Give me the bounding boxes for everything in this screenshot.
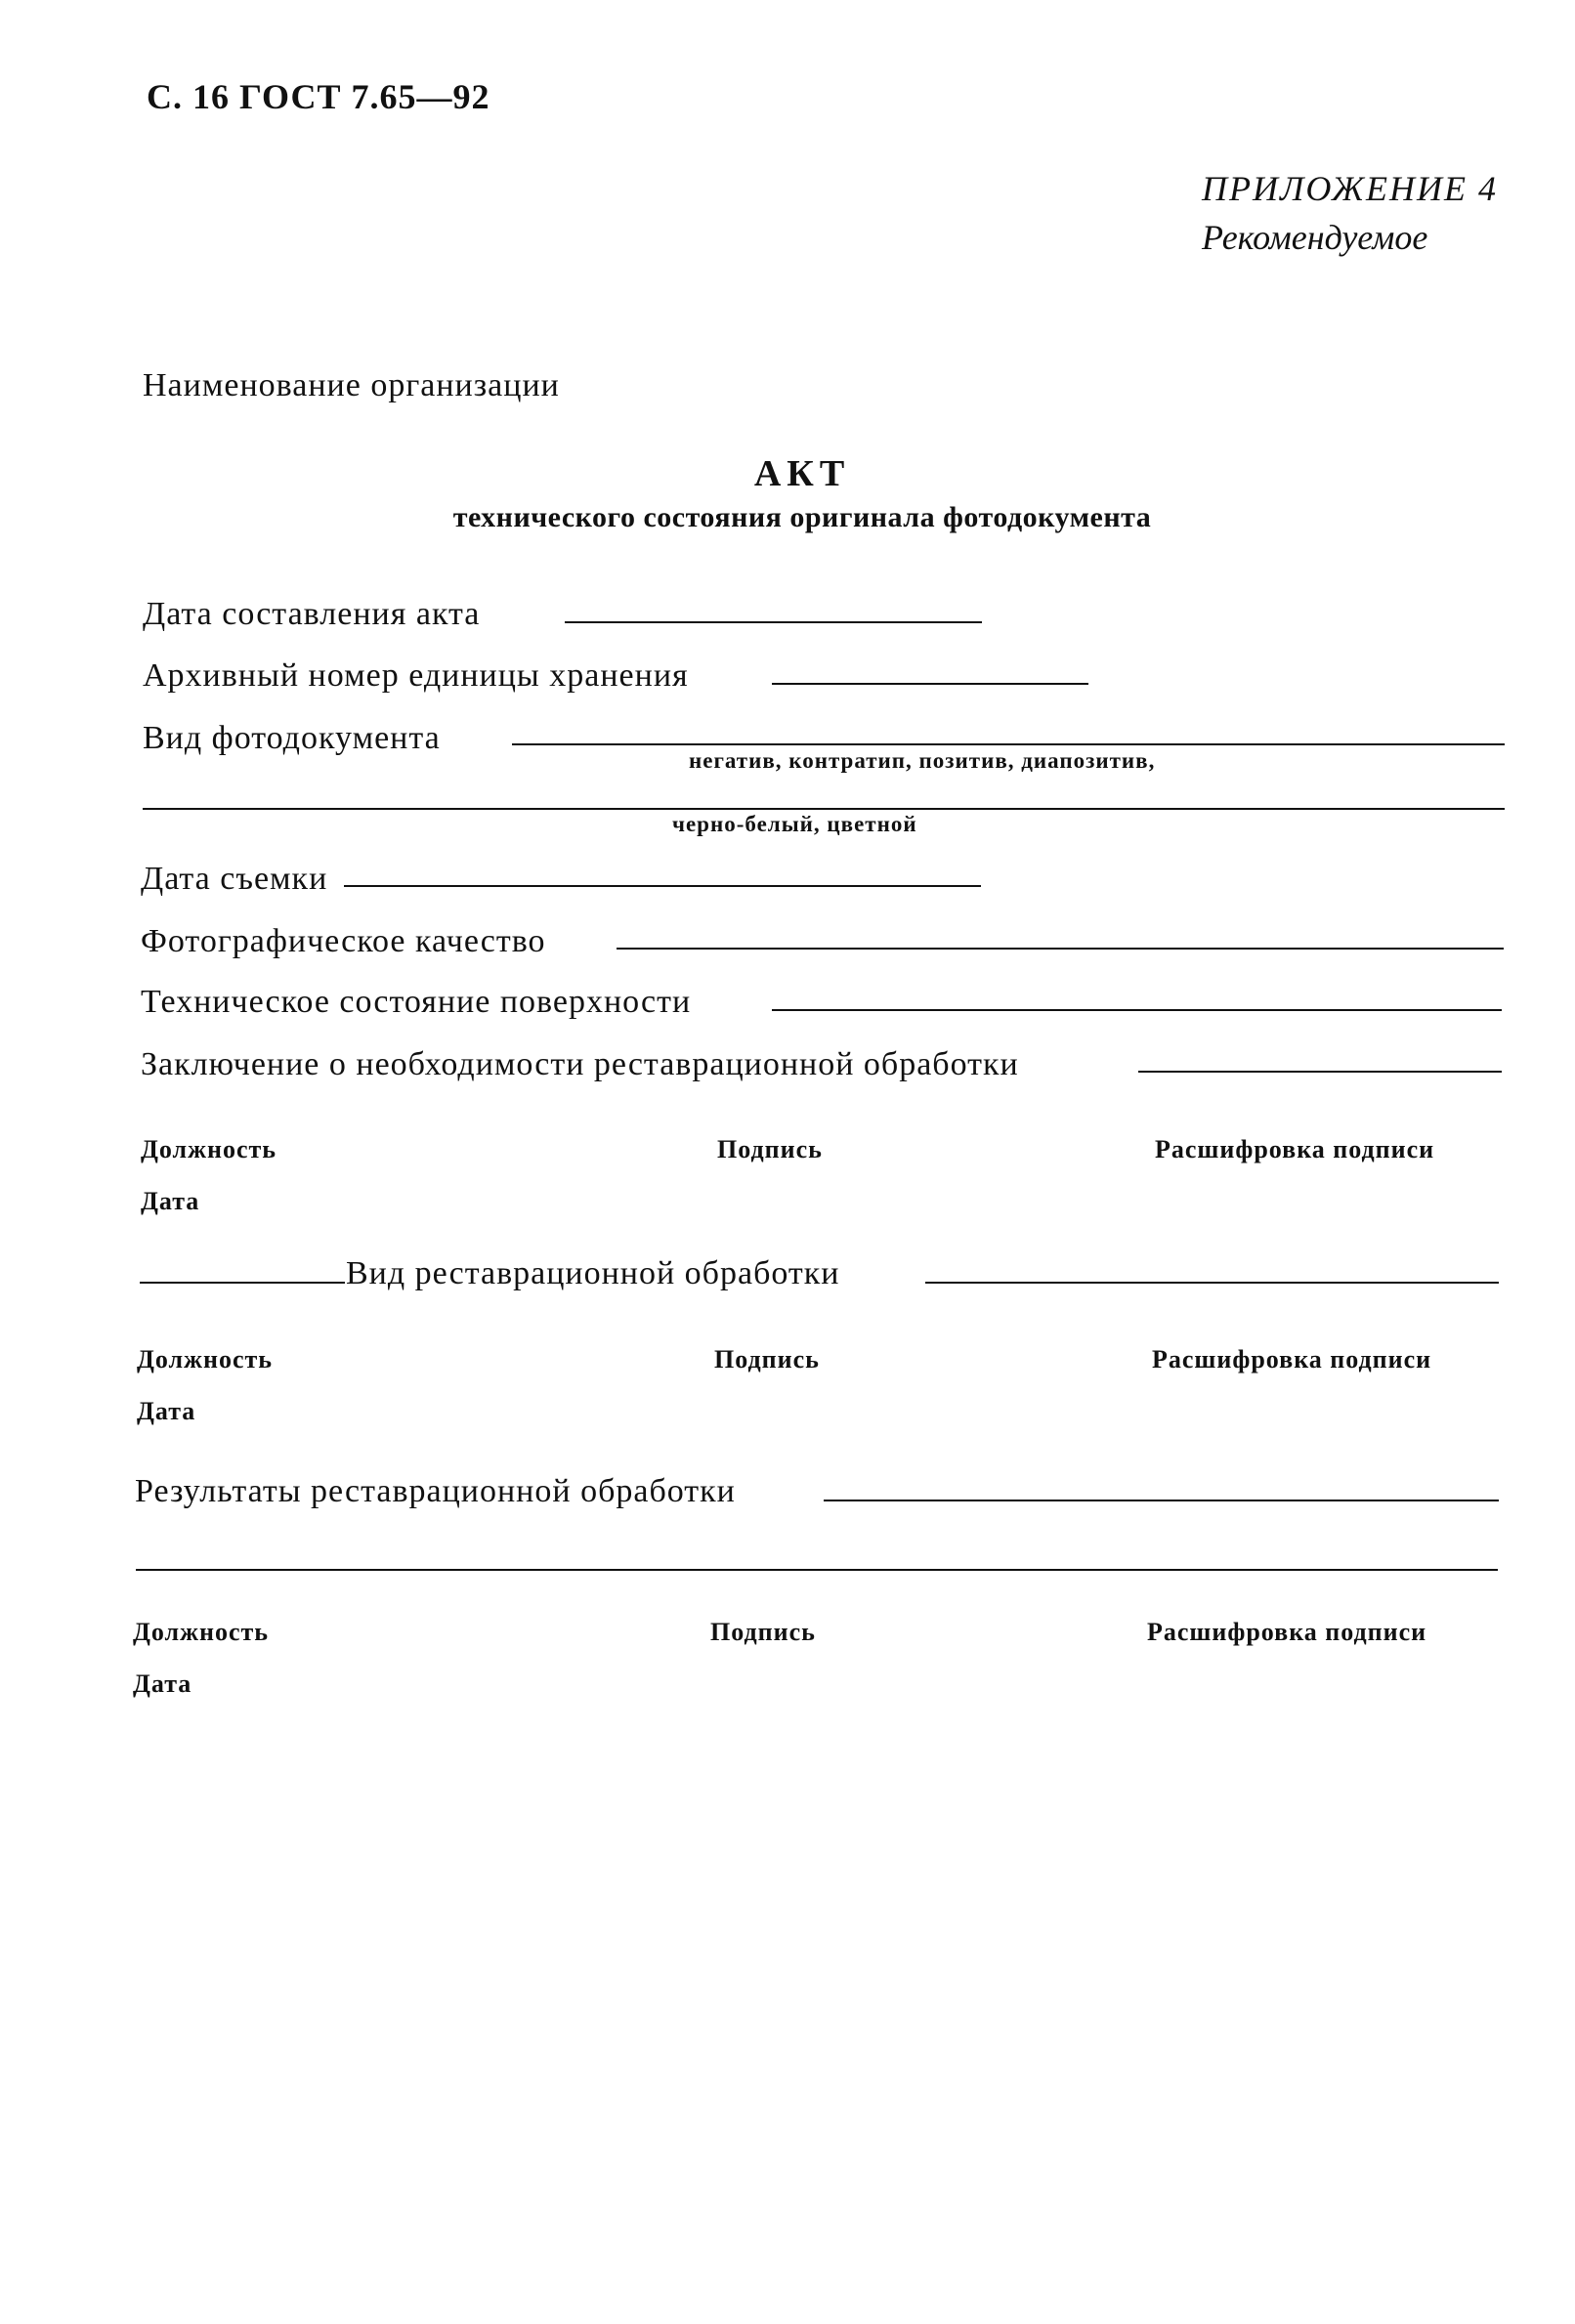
- shooting-date-label: Дата съемки: [141, 861, 328, 897]
- archive-number-label: Архивный номер единицы хранения: [143, 657, 689, 694]
- date-label-2: Дата: [137, 1397, 196, 1425]
- restoration-type-line-left[interactable]: [140, 1282, 345, 1284]
- date-of-act-line[interactable]: [565, 621, 982, 623]
- organization-label: Наименование организации: [143, 367, 560, 403]
- surface-state-label: Техническое состояние поверхности: [141, 984, 692, 1020]
- surface-state-line[interactable]: [772, 1009, 1502, 1011]
- doc-type-label: Вид фотодокумента: [143, 720, 441, 756]
- doc-type-line-2[interactable]: [143, 808, 1505, 810]
- signature-label-1: Подпись: [717, 1135, 823, 1163]
- act-title: АКТ: [753, 453, 851, 494]
- restoration-type-line-right[interactable]: [925, 1282, 1499, 1284]
- doc-type-line[interactable]: [512, 743, 1505, 745]
- signature-label-2: Подпись: [714, 1345, 820, 1373]
- restoration-type-label: Вид реставрационной обработки: [346, 1255, 840, 1291]
- photo-quality-line[interactable]: [617, 948, 1504, 950]
- date-label-3: Дата: [133, 1669, 192, 1698]
- archive-number-line[interactable]: [772, 683, 1088, 685]
- restoration-results-label: Результаты реставрационной обработки: [135, 1473, 736, 1509]
- decoding-label-1: Расшифровка подписи: [1155, 1135, 1435, 1163]
- appendix-label: ПРИЛОЖЕНИЕ 4: [1202, 169, 1498, 208]
- date-of-act-label: Дата составления акта: [143, 596, 481, 632]
- page-reference: С. 16 ГОСТ 7.65—92: [147, 77, 490, 116]
- position-label-1: Должность: [141, 1135, 277, 1163]
- restoration-results-line-2[interactable]: [136, 1569, 1498, 1571]
- date-label-1: Дата: [141, 1187, 200, 1215]
- doc-type-hint-2: черно-белый, цветной: [672, 812, 917, 836]
- position-label-3: Должность: [133, 1618, 270, 1646]
- decoding-label-3: Расшифровка подписи: [1147, 1618, 1427, 1646]
- restoration-need-label: Заключение о необходимости реставрационной обработки: [141, 1046, 1019, 1082]
- act-subtitle: технического состояния оригинала фотодокумента: [452, 501, 1152, 533]
- decoding-label-2: Расшифровка подписи: [1152, 1345, 1432, 1373]
- position-label-2: Должность: [137, 1345, 274, 1373]
- restoration-results-line[interactable]: [824, 1500, 1499, 1501]
- shooting-date-line[interactable]: [344, 885, 981, 887]
- signature-label-3: Подпись: [710, 1618, 816, 1646]
- restoration-need-line[interactable]: [1138, 1071, 1502, 1073]
- doc-type-hint-1: негатив, контратип, позитив, диапозитив,: [689, 748, 1156, 773]
- appendix-status: Рекомендуемое: [1202, 218, 1428, 257]
- photo-quality-label: Фотографическое качество: [141, 923, 546, 959]
